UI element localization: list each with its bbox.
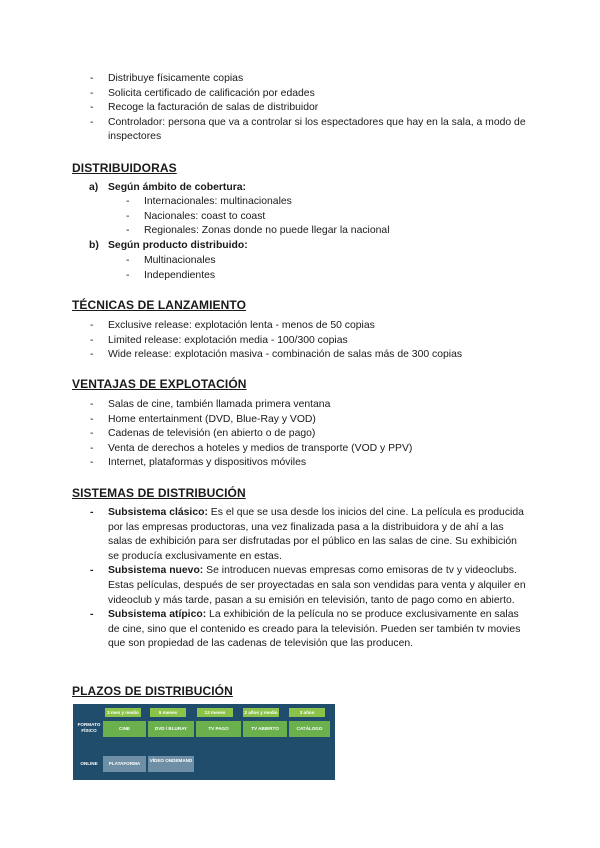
list-item-text: Cadenas de televisión (en abierto o de pago) bbox=[108, 428, 316, 440]
list-item bbox=[90, 101, 528, 116]
list-item bbox=[90, 72, 528, 87]
dash-marker: - bbox=[90, 399, 94, 410]
section-title-plazos: PLAZOS DE DISTRIBUCIÓN bbox=[72, 684, 233, 698]
list-item bbox=[90, 608, 528, 652]
dash-marker: - bbox=[90, 457, 94, 469]
list-item bbox=[90, 413, 528, 428]
timeline-header: 2 años y medio bbox=[244, 710, 278, 715]
dash-marker: - bbox=[90, 609, 94, 621]
timeline-cell: VÍDEO ONDEMAND bbox=[148, 756, 194, 772]
list-item bbox=[126, 195, 524, 210]
dash-marker: - bbox=[126, 196, 130, 207]
list-item-text: Nacionales: coast to coast bbox=[144, 210, 266, 222]
dash-marker: - bbox=[90, 413, 94, 425]
subheading-text: Según ámbito de cobertura: bbox=[108, 182, 246, 193]
subheading-label: a) bbox=[89, 182, 99, 193]
timeline-cell: CATÁLOGO bbox=[289, 721, 330, 737]
list-item bbox=[126, 210, 524, 225]
section-title-sistemas: SISTEMAS DE DISTRIBUCIÓN bbox=[72, 486, 246, 500]
list-item bbox=[126, 269, 524, 284]
dash-marker: - bbox=[126, 210, 130, 222]
producto-list bbox=[126, 254, 524, 283]
section-title-ventajas: VENTAJAS DE EXPLOTACIÓN bbox=[72, 377, 247, 391]
list-item bbox=[126, 254, 524, 269]
list-item-text: Home entertainment (DVD, Blue-Ray y VOD) bbox=[108, 413, 316, 425]
list-item-text: Limited release: explotación media - 100/300 copias bbox=[108, 334, 348, 346]
list-item-text: Internacionales: multinacionales bbox=[144, 196, 292, 207]
dash-marker: - bbox=[126, 269, 130, 281]
cobertura-list bbox=[126, 195, 524, 239]
list-item-text: Regionales: Zonas donde no puede llegar la nacional bbox=[144, 225, 390, 237]
ventajas-list bbox=[90, 398, 528, 471]
timeline-cell: TV ABIERTO bbox=[243, 721, 287, 737]
timeline-cell: CINE bbox=[103, 721, 146, 737]
list-item bbox=[90, 319, 528, 334]
list-item-text: Salas de cine, también llamada primera ventana bbox=[108, 399, 331, 410]
subsystem-text: Es el que se usa desde los inicios del cine. La película es producida por las empresas productoras, una vez finalizada pasa a la distribuidora y de ahí a las salas de exhibición para ser disfrutadas por el público en las salas de cine. Su exhibición se producía exclusivamente en estas. bbox=[108, 507, 524, 562]
dash-marker: - bbox=[90, 349, 94, 361]
dash-marker: - bbox=[90, 87, 94, 99]
intro-list bbox=[90, 72, 528, 145]
subsystem-text: La exhibición de la película no se produce exclusivamente en salas de cine, sino que el contenido es creado para la televisión. Pueden ser también tv movies que son propiedad de las cadenas de televisión que las producen. bbox=[108, 609, 521, 650]
list-item-text: Venta de derechos a hoteles y medios de transporte (VOD y PPV) bbox=[108, 442, 413, 454]
list-item-text: Multinacionales bbox=[144, 255, 216, 266]
list-item bbox=[90, 334, 528, 349]
lane-label-online: ONLINE bbox=[80, 761, 98, 766]
distribution-timeline-diagram bbox=[73, 704, 335, 780]
list-item bbox=[90, 427, 528, 442]
list-item bbox=[90, 348, 528, 363]
timeline-header: 12 meses bbox=[197, 708, 233, 717]
dash-marker: - bbox=[90, 320, 94, 331]
subsystem-heading: Subsistema clásico: bbox=[108, 507, 208, 518]
list-item bbox=[90, 87, 528, 102]
sistemas-list bbox=[90, 506, 528, 652]
timeline-header: 3 años bbox=[289, 708, 325, 717]
subsystem-heading: Subsistema atípico: bbox=[108, 609, 207, 621]
dash-marker: - bbox=[126, 255, 130, 266]
dash-marker: - bbox=[90, 334, 94, 346]
timeline-cell: TV PAGO bbox=[196, 721, 241, 737]
dash-marker: - bbox=[90, 102, 94, 114]
timeline-header: 6 meses bbox=[150, 708, 186, 717]
lane-label-fisico: FORMATO FÍSICO bbox=[77, 722, 101, 733]
subheading-text: Según producto distribuido: bbox=[108, 240, 248, 251]
list-item bbox=[90, 456, 528, 471]
list-item-text: Distribuye físicamente copias bbox=[108, 73, 244, 84]
list-item-text: Wide release: explotación masiva - combinación de salas más de 300 copias bbox=[108, 349, 463, 361]
dash-marker: - bbox=[90, 565, 94, 577]
list-item bbox=[90, 442, 528, 457]
list-item-text: Exclusive release: explotación lenta - menos de 50 copias bbox=[108, 320, 375, 331]
dash-marker: - bbox=[90, 442, 94, 454]
list-item bbox=[90, 564, 528, 608]
list-item bbox=[90, 116, 528, 145]
list-item-text: Internet, plataformas y dispositivos móviles bbox=[108, 457, 307, 469]
list-item-text: Recoge la facturación de salas de distribuidor bbox=[108, 102, 319, 114]
dash-marker: - bbox=[126, 225, 130, 237]
subsystem-text: Se introducen nuevas empresas como emisoras de tv y videoclubs. Estas películas, después de ser proyectadas en sala son vendidas para venta y alquiler en videoclub y más tarde, pasan a su emisión en televisión, tanto de pago como en abierto. bbox=[108, 565, 526, 606]
subheading-label: b) bbox=[89, 240, 99, 251]
tecnicas-list bbox=[90, 319, 528, 363]
list-item-text: Independientes bbox=[144, 269, 216, 281]
subheading-a bbox=[89, 181, 246, 196]
section-title-tecnicas: TÉCNICAS DE LANZAMIENTO bbox=[72, 298, 247, 312]
timeline-cell: PLATAFORMA bbox=[103, 756, 146, 772]
timeline-cell: DVD / BLURAY bbox=[148, 721, 194, 737]
subsystem-heading: Subsistema nuevo: bbox=[108, 565, 204, 577]
timeline-header: 3 mes y medio bbox=[105, 708, 141, 717]
dash-marker: - bbox=[90, 428, 94, 440]
subheading-b bbox=[89, 239, 248, 254]
list-item-text: Solicita certificado de calificación por edades bbox=[108, 87, 315, 99]
list-item-text: Controlador: persona que va a controlar si los espectadores que hay en la sala, a modo de inspectores bbox=[108, 116, 526, 143]
list-item bbox=[90, 506, 528, 564]
dash-marker: - bbox=[90, 73, 94, 84]
section-title-distribuidoras: DISTRIBUIDORAS bbox=[72, 161, 177, 175]
list-item bbox=[90, 398, 528, 413]
dash-marker: - bbox=[90, 507, 94, 518]
dash-marker: - bbox=[90, 116, 94, 128]
list-item bbox=[126, 224, 524, 239]
